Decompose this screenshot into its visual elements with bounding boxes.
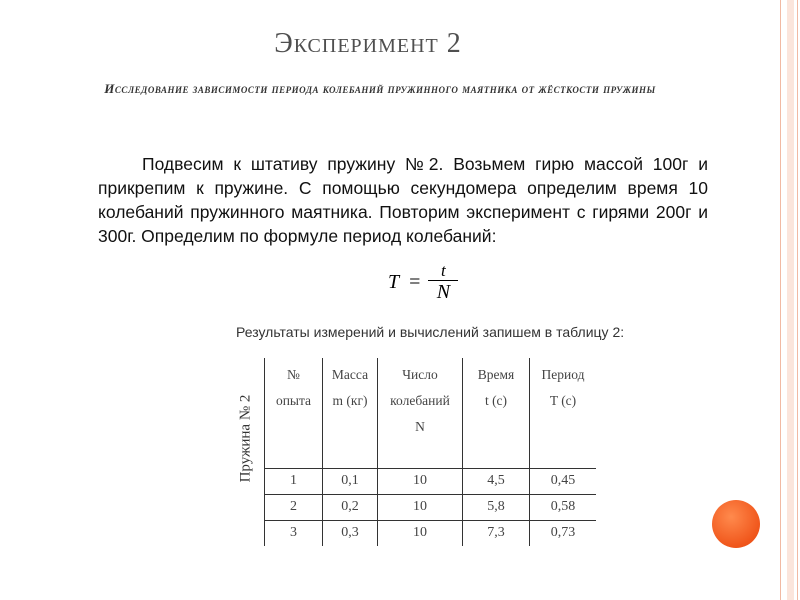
header-text: Масса — [331, 367, 369, 382]
table-cell: 10 — [377, 469, 462, 494]
table-cell: 0,58 — [529, 495, 596, 520]
formula-denominator: N — [436, 280, 451, 303]
table-cell: 4,5 — [462, 469, 529, 494]
table-cell: 0,1 — [322, 469, 377, 494]
table-cell: 1 — [264, 469, 322, 494]
header-text: Время — [477, 367, 515, 382]
table-row — [264, 469, 596, 495]
formula-lhs: T — [388, 270, 400, 293]
header-text: t (с) — [484, 393, 508, 408]
table-cell: 5,8 — [462, 495, 529, 520]
formula-fraction — [428, 262, 458, 303]
table-cell: 0,45 — [529, 469, 596, 494]
formula-equals: = — [409, 270, 421, 293]
header-text: опыта — [275, 393, 312, 408]
table-cell: 3 — [264, 521, 322, 546]
header-text: № — [287, 367, 300, 382]
header-cell — [377, 358, 462, 468]
border-line — [780, 0, 781, 600]
table-cell: 10 — [377, 495, 462, 520]
decorative-circle — [712, 500, 760, 548]
period-formula — [388, 260, 458, 304]
header-cell — [264, 358, 322, 468]
header-text: Период — [541, 367, 585, 382]
header-cell — [529, 358, 596, 468]
table-row — [264, 521, 596, 546]
table-side-label: Пружина № 2 — [237, 394, 254, 483]
header-cell — [322, 358, 377, 468]
header-text: T (с) — [549, 393, 577, 408]
border-line-outer — [797, 0, 798, 600]
instruction-paragraph: Подвесим к штативу пружину №2. Возьмем гирю массой 100г и прикрепим к пружине. С помощью секундомера определим время 10 колебаний пружинного маятника. Повторим эксперимент с гирями 200г и 300г. Определим по формуле период колебаний: — [98, 154, 708, 246]
header-text: колебаний — [390, 393, 450, 408]
table-cell: 0,3 — [322, 521, 377, 546]
header-text: Число — [402, 367, 438, 382]
slide-subtitle: Исследование зависимости периода колебаний пружинного маятника от жёсткости пружины — [104, 81, 656, 96]
table-cell: 7,3 — [462, 521, 529, 546]
table-cell: 2 — [264, 495, 322, 520]
table-cell: 0,73 — [529, 521, 596, 546]
header-text: m (кг) — [332, 393, 368, 408]
table-cell: 10 — [377, 521, 462, 546]
table-row — [264, 495, 596, 521]
table-header-row — [264, 358, 596, 469]
formula-numerator: t — [441, 260, 446, 280]
results-table — [264, 358, 596, 546]
header-text: N — [415, 419, 425, 434]
border-band — [787, 0, 794, 600]
slide-title: Эксперимент 2 — [274, 28, 462, 59]
table-caption: Результаты измерений и вычислений запишем в таблицу 2: — [236, 324, 625, 340]
header-cell — [462, 358, 529, 468]
table-cell: 0,2 — [322, 495, 377, 520]
